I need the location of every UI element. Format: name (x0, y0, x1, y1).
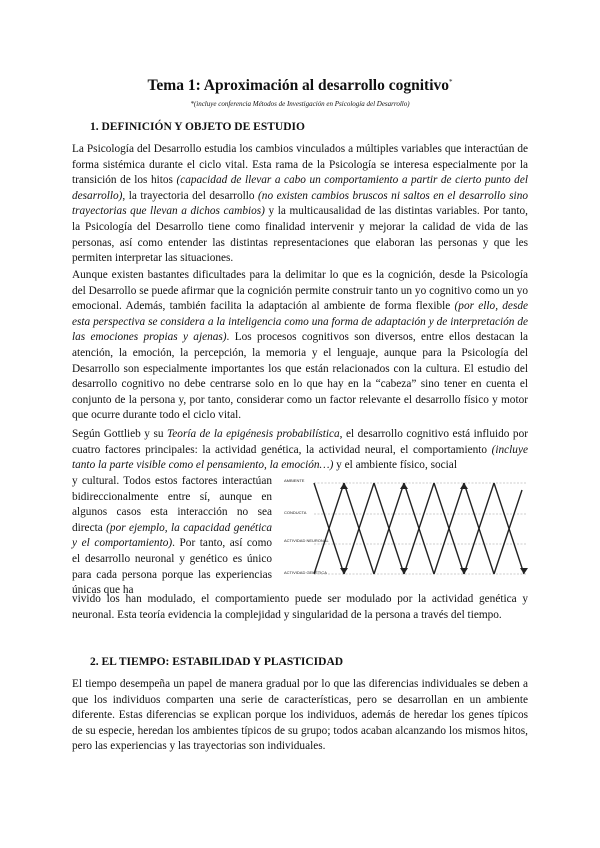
subtitle-note: *(incluye conferencia Métodos de Investigación en Psicología del Desarrollo) (190, 100, 410, 108)
diagram-level-lines (314, 483, 526, 574)
diagram-arrowheads (340, 483, 528, 574)
diagram-labels (284, 478, 329, 575)
label-conducta: CONDUCTA (284, 510, 307, 515)
section-2-paragraph-1: El tiempo desempeña un papel de manera gradual por lo que las diferencias individuales se deben a que los individuos comparten una serie de características, pero se desarrollan en un ambiente diferente. Estas diferencias se explican porque los individuos, además de heredar los genes típicos de su especie, heredan los ambientes típicos de su grupo; todos acaban alcanzando los mismos hitos, pero las experiencias y las trayectorias son individuales. (72, 678, 528, 753)
label-ambiente: AMBIENTE (284, 478, 305, 483)
section-1-paragraph-3-wrap: y cultural. Todos estos factores interactúan bidireccionalmente entre sí, aunque en algunos casos esta interacción no sea directa (por ejemplo, la capacidad genética y el comportamiento). Por tanto, así como el desarrollo neuronal y genético es único para cada persona porque las experiencias únicas que ha (72, 475, 272, 597)
section-1-paragraph-3: Según Gottlieb y su Teoría de la epigénesis probabilística, el desarrollo cognitivo está influido por cuatro factores principales: la actividad genética, la actividad neural, el comportamiento (incluye tanto la parte visible como el pensamiento, la emoción…) y el ambiente físico, social (72, 428, 528, 472)
label-actividad-genetica: ACTIVIDAD GENÉTICA (284, 570, 327, 575)
page-title: Tema 1: Aproximación al desarrollo cognitivo* (147, 77, 453, 94)
title-footnote-mark: * (449, 77, 453, 86)
section-1-paragraph-2: Aunque existen bastantes dificultades para la delimitar lo que es la cognición, desde la Psicología del Desarrollo se puede afirmar que la cognición permite construir tanto un yo cognitivo como un yo emocional. Además, también facilita la adaptación al ambiente de forma flexible (por ello, desde esta perspectiva se considera a la inteligencia como una forma de adaptación y de interpretación de las emociones propias y ajenas). Los procesos cognitivos son diversos, entre ellos destacan la atención, la emoción, la percepción, la memoria y el lenguaje, aunque para la Psicología del Desarrollo son especialmente importantes los que están relacionados con la cultura. El estudio del desarrollo cognitivo no debe centrarse solo en lo que hay en la “cabeza” sino tener en cuenta el conjunto de la persona y, por tanto, considerar como un factor relevante el desarrollo físico y motor que ocurre durante todo el ciclo vital. (72, 269, 529, 422)
section-1-paragraph-1: La Psicología del Desarrollo estudia los cambios vinculados a múltiples variables que interactúan de forma sistémica durante el ciclo vital. Esta rama de la Psicología se interesa especialmente por la transición de los hitos (capacidad de llevar a cabo un comportamiento a partir de cierto punto del desarrollo), la trayectoria del desarrollo (no existen cambios bruscos ni saltos en el desarrollo sino trayectorias que llevan a dichos cambios) y la multicausalidad de las distintas variables. Por tanto, la Psicología del Desarrollo tiene como finalidad intervenir y mejorar la calidad de vida de las personas, así como entender las distintas representaciones que elaboran las personas y que les permiten interpretar las situaciones. (72, 143, 528, 265)
section-2-heading: 2. EL TIEMPO: ESTABILIDAD Y PLASTICIDAD (90, 656, 344, 668)
section-1-heading: 1. DEFINICIÓN Y OBJETO DE ESTUDIO (90, 121, 305, 133)
epigenesis-diagram (282, 476, 528, 588)
label-actividad-neuronal: ACTIVIDAD NEURONAL (284, 538, 329, 543)
section-1-paragraph-3-end: vivido los han modulado, el comportamiento puede ser modulado por la actividad genética y neuronal. Esta teoría evidencia la complejidad y singularidad de la persona a través del tiempo. (72, 593, 528, 621)
diagram-lattice (314, 483, 524, 574)
